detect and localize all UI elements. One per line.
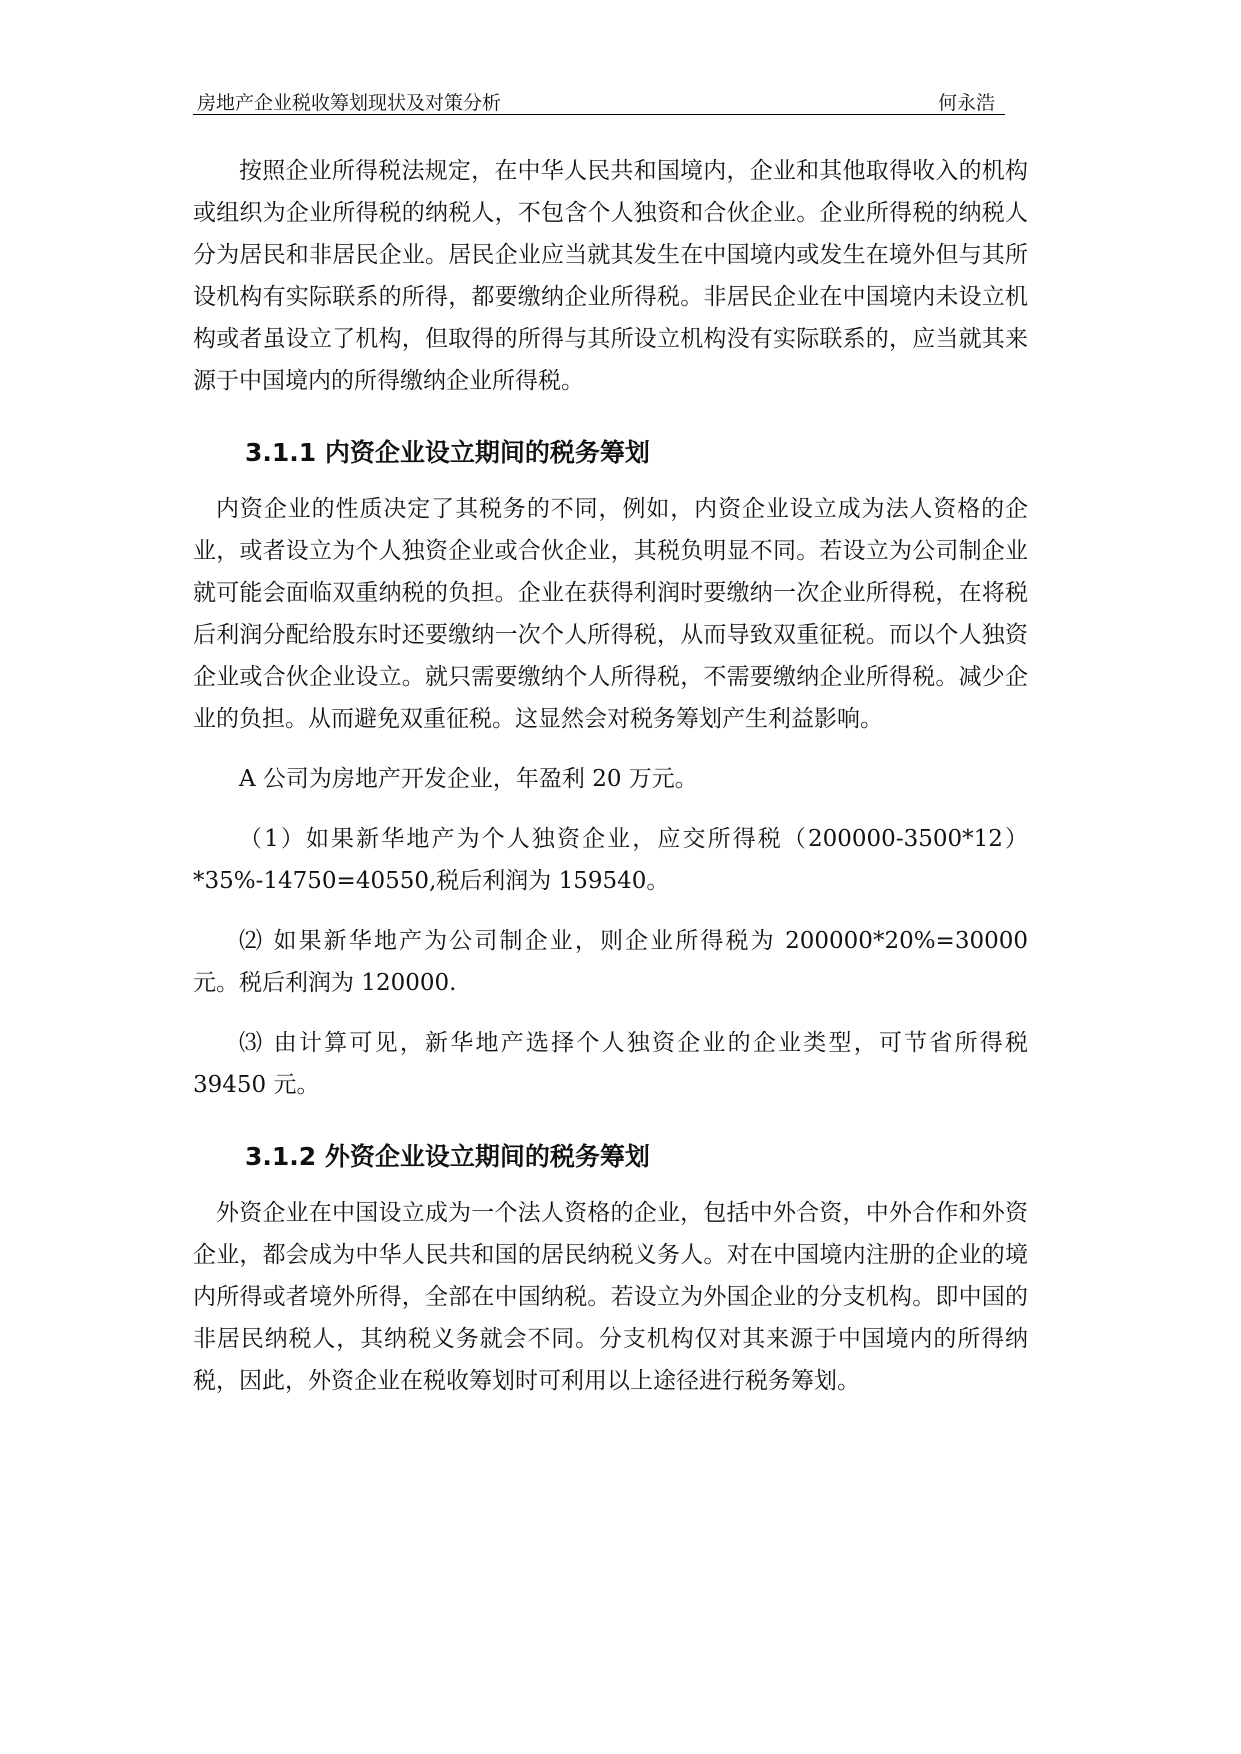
paragraph-domestic-enterprise: 内资企业的性质决定了其税务的不同，例如，内资企业设立成为法人资格的企业，或者设立为个人独资企业或合伙企业，其税负明显不同。若设立为公司制企业就可能会面临双重纳税的负担。企业在获得利润时要缴纳一次企业所得税，在将税后利润分配给股东时还要缴纳一次个人所得税，从而导致双重征税。而以个人独资企业或合伙企业设立。就只需要缴纳个人所得税，不需要缴纳企业所得税。减少企业的负担。从而避免双重征税。这显然会对税务筹划产生利益影响。 <box>193 496 1028 732</box>
section-heading-3-1-2: 3.1.2 外资企业设立期间的税务筹划 <box>245 1142 650 1171</box>
paragraph-foreign-enterprise: 外资企业在中国设立成为一个法人资格的企业，包括中外合资，中外合作和外资企业，都会成为中华人民共和国的居民纳税义务人。对在中国境内注册的企业的境内所得或者境外所得，全部在中国纳税。若设立为外国企业的分支机构。即中国的非居民纳税人，其纳税义务就会不同。分支机构仅对其来源于中国境内的所得纳税，因此，外资企业在税收筹划时可利用以上途径进行税务筹划。 <box>193 1200 1028 1394</box>
paragraph-taxpayer-definition: 按照企业所得税法规定，在中华人民共和国境内，企业和其他取得收入的机构或组织为企业所得税的纳税人，不包含个人独资和合伙企业。企业所得税的纳税人分为居民和非居民企业。居民企业应当就其发生在中国境内或发生在境外但与其所设机构有实际联系的所得，都要缴纳企业所得税。非居民企业在中国境内未设立机构或者虽设立了机构，但取得的所得与其所设立机构没有实际联系的，应当就其来源于中国境内的所得缴纳企业所得税。 <box>193 158 1028 394</box>
page-body <box>193 150 1028 1402</box>
paragraph-example-case-1: （1）如果新华地产为个人独资企业，应交所得税（200000-3500*12）*35%-14750=40550,税后利润为 159540。 <box>193 826 1028 894</box>
header-title: 房地产企业税收筹划现状及对策分析 <box>197 92 502 114</box>
paragraph-example-case-2: ⑵ 如果新华地产为公司制企业，则企业所得税为 200000*20%=30000 元。税后利润为 120000. <box>193 928 1028 996</box>
header-author: 何永浩 <box>937 92 995 114</box>
page-header <box>193 88 1005 115</box>
section-heading-3-1-1: 3.1.1 内资企业设立期间的税务筹划 <box>245 438 650 467</box>
paragraph-example-case-3: ⑶ 由计算可见，新华地产选择个人独资企业的企业类型，可节省所得税 39450 元。 <box>193 1030 1028 1098</box>
paragraph-example-intro: A 公司为房地产开发企业，年盈利 20 万元。 <box>239 766 698 792</box>
